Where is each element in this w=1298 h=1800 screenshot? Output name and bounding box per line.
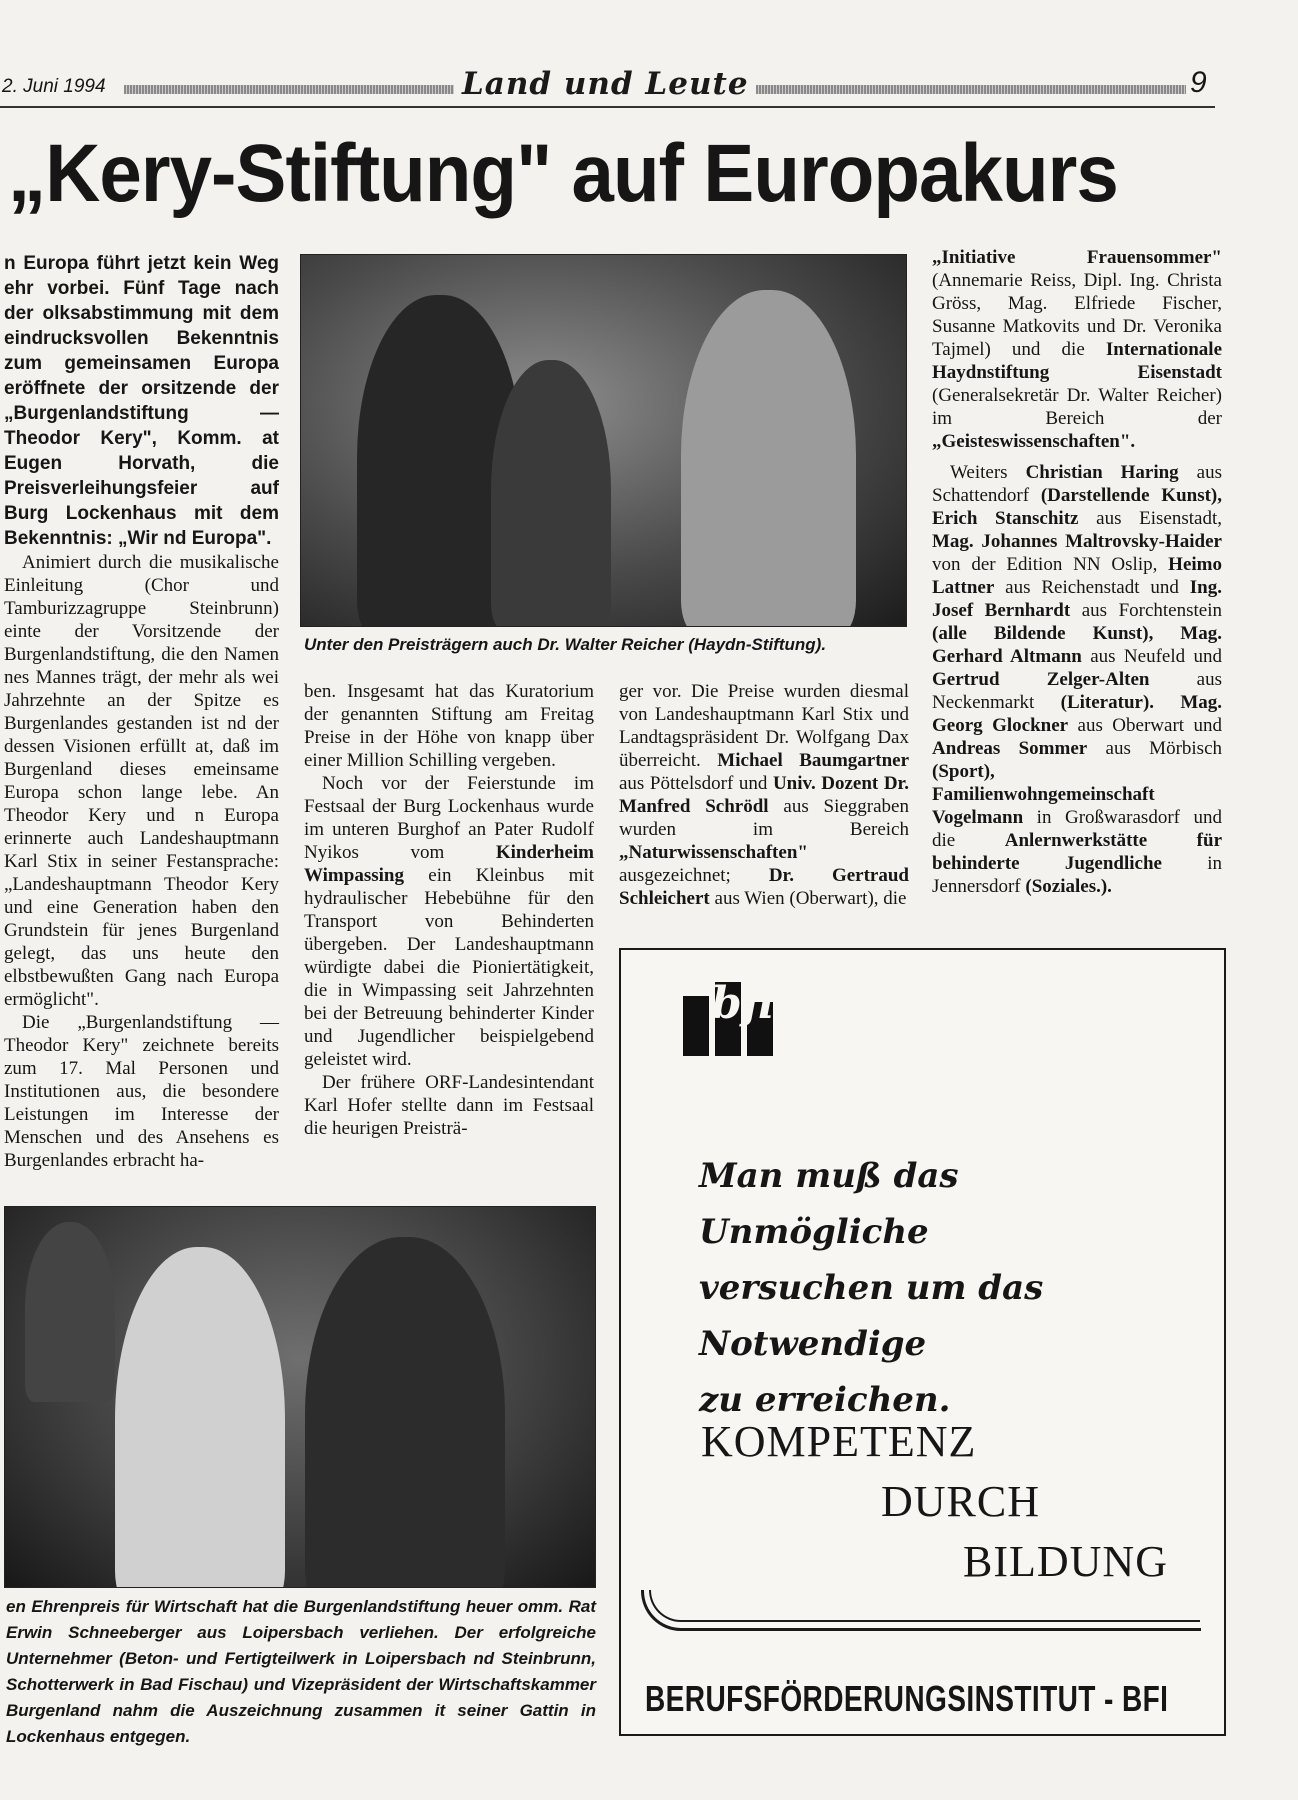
header-underline bbox=[0, 106, 1215, 108]
column-1 bbox=[4, 251, 279, 1172]
body-paragraph: ger vor. Die Preise wurden diesmal von Landeshauptmann Karl Stix und Landtagspräsident Dr. Wolfgang Dax überreicht. Michael Baumgartner aus Pöttelsdorf und Univ. Dozent Dr. Manfred Schrödl aus Sieggraben wurden im Bereich „Naturwissenschaften" ausgezeichnet; Dr. Gertraud Schleichert aus Wien (Oberwart), die bbox=[619, 681, 910, 909]
ad-kompetenz-line: KOMPETENZ bbox=[701, 1417, 977, 1466]
headline: „Kery-Stiftung" auf Europakurs bbox=[8, 128, 1118, 219]
photo-caption: Unter den Preisträgern auch Dr. Walter Reicher (Haydn-Stiftung). bbox=[304, 635, 827, 654]
page-number: 9 bbox=[1190, 66, 1207, 99]
ad-kompetenz-line: DURCH bbox=[881, 1477, 1041, 1526]
column-2 bbox=[304, 680, 594, 1140]
body-paragraph: Animiert durch die musikalische Einleitung (Chor und Tamburizzagruppe Steinbrunn) einte der Vorsitzende der Burgenlandstiftung, die den Namen nes Mannes trägt, der mehr als wei Jahrzehnte an der Spitze es Burgenlandes gestanden ist nd der dessen Visionen erfüllt at, daß im Burgenland dieses emeinsame Europa schon lange lebe. An Theodor Kery und n Europa erinnerte auch Landeshauptmann Karl Stix in seiner Festansprache: „Landeshauptmann Theodor Kery und eine Generation haben den Grundstein für jenes Burgenland gelegt, das uns heute den elbstbewußten Gang nach Europa ermöglicht". bbox=[4, 552, 279, 1010]
column-3 bbox=[619, 680, 909, 910]
header-rule-right bbox=[756, 85, 1186, 94]
person-figure bbox=[115, 1247, 285, 1588]
section-title: Land und Leute bbox=[462, 66, 749, 102]
person-figure bbox=[305, 1237, 505, 1588]
person-figure bbox=[25, 1222, 115, 1402]
header-rule-left bbox=[124, 85, 454, 94]
body-paragraph: Weiters Christian Haring aus Schattendorf (Darstellende Kunst), Erich Stanschitz aus Eisenstadt, Mag. Johannes Maltrovsky-Haider von der Edition NN Oslip, Heimo Lattner aus Reichenstadt und Ing. Josef Bernhardt aus Forchtenstein (alle Bildende Kunst), Mag. Gerhard Altmann aus Neufeld und Gertrud Zelger-Alten aus Neckenmarkt (Literatur). Mag. Georg Glockner aus Oberwart und Andreas Sommer aus Mörbisch (Sport), Familienwohngemeinschaft Vogelmann in Großwarasdorf und die Anlernwerkstätte für behinderte Jugendliche in Jennersdorf (Soziales.). bbox=[932, 462, 1223, 897]
person-figure bbox=[491, 360, 611, 627]
ad-slogan: Man muß das Unmögliche versuchen um das Notwendige zu erreichen. bbox=[699, 1156, 1044, 1420]
body-paragraph: Der frühere ORF-Landesintendant Karl Hofer stellte dann im Festsaal die heurigen Preisträ- bbox=[304, 1072, 594, 1139]
svg-text:bfi: bfi bbox=[711, 978, 774, 1029]
photo-caption: en Ehrenpreis für Wirtschaft hat die Burgenlandstiftung heuer omm. Rat Erwin Schneeberger aus Loipersbach verliehen. Der erfolgreiche Unternehmer (Beton- und Fertigteilwerk in Loipersbach nd Steinbrunn, Schotterwerk in Bad Fischau) und Vizepräsident der Wirtschaftskammer Burgenland nahm die Auszeichnung zusammen it seiner Gattin in Lockenhaus entgegen. bbox=[6, 1597, 596, 1746]
column-4 bbox=[932, 246, 1222, 898]
award-photo-schneeberger bbox=[4, 1206, 596, 1588]
ad-institute-name: BERUFSFÖRDERUNGSINSTITUT - BFI bbox=[645, 1678, 1169, 1719]
intro-paragraph: n Europa führt jetzt kein Weg ehr vorbei. Fünf Tage nach der olksabstimmung mit dem eindrucksvollen Bekenntnis zum gemeinsamen Europa eröffnete der orsitzende der „Burgenlandstiftung — Theodor Kery", Komm. at Eugen Horvath, die Preisverleihungsfeier auf Burg Lockenhaus mit dem Bekenntnis: „Wir nd Europa". bbox=[4, 253, 279, 549]
bfi-logo bbox=[681, 972, 797, 1058]
ad-frame-line bbox=[649, 1590, 1200, 1622]
body-paragraph: Noch vor der Feierstunde im Festsaal der Burg Lockenhaus wurde im unteren Burghof an Pater Rudolf Nyikos vom Kinderheim Wimpassing ein Kleinbus mit hydraulischer Hebebühne für den Transport von Behinderten übergeben. Der Landeshauptmann würdigte dabei die Pioniertätigkeit, die in Wimpassing seit Jahrzehnten bei der Betreuung behinderter Kinder und Jugendlicher beispielgebend geleistet wird. bbox=[304, 773, 594, 1070]
bfi-advertisement bbox=[619, 948, 1226, 1736]
body-paragraph: „Initiative Frauensommer" (Annemarie Reiss, Dipl. Ing. Christa Gröss, Mag. Elfriede Fischer, Susanne Matkovits und Dr. Veronika Tajmel) und die Internationale Haydnstiftung Eisenstadt (Generalsekretär Dr. Walter Reicher) im Bereich der „Geisteswissenschaften". bbox=[932, 247, 1222, 452]
body-paragraph: Die „Burgenlandstiftung — Theodor Kery" zeichnete bereits zum 17. Mal Personen und Institutionen aus, die besondere Leistungen im Interesse der Menschen und des Ansehens es Burgenlandes erbracht ha- bbox=[4, 1012, 279, 1171]
award-photo-reicher bbox=[300, 254, 907, 627]
body-paragraph: ben. Insgesamt hat das Kuratorium der genannten Stiftung am Freitag Preise in der Höhe von knapp über einer Million Schilling vergeben. bbox=[304, 681, 594, 771]
ad-kompetenz-line: BILDUNG bbox=[963, 1537, 1168, 1586]
person-figure bbox=[681, 290, 856, 627]
issue-date: 2. Juni 1994 bbox=[2, 76, 106, 97]
